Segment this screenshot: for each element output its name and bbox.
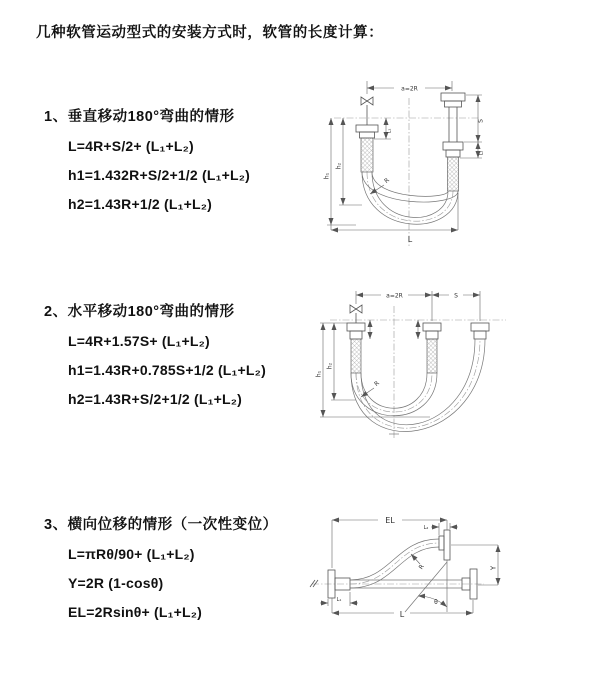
section-lateral-displacement bbox=[44, 515, 278, 622]
formula-s2-h2: h2=1.43R+S/2+1/2 (L₁+L₂) bbox=[68, 391, 243, 407]
centerline-hose-arc bbox=[367, 172, 453, 221]
valve-icon bbox=[350, 305, 362, 313]
formula-s3-y: Y=2R (1-cosθ) bbox=[68, 575, 164, 591]
dim-label-l1: L₁ bbox=[386, 128, 393, 134]
diagram-lateral-displacement bbox=[298, 508, 598, 648]
right-connector-moved bbox=[471, 323, 489, 339]
dim-label-h2: h₂ bbox=[326, 362, 334, 370]
angle-arc bbox=[418, 596, 447, 607]
formula-s1-length: L=4R+S/2+ (L₁+L₂) bbox=[68, 138, 194, 154]
dim-label-length: L bbox=[399, 610, 405, 619]
section-3-heading: 3、横向位移的情形（一次性变位） bbox=[44, 517, 278, 533]
diagram-horizontal-180-bend bbox=[310, 288, 570, 453]
dim-label-stroke: S bbox=[454, 292, 458, 300]
diagram-vertical-180-bend bbox=[312, 78, 527, 253]
valve-icon bbox=[361, 97, 373, 105]
formula-s2-h1: h1=1.43R+0.785S+1/2 (L₁+L₂) bbox=[68, 362, 266, 378]
centerline-break-mark bbox=[310, 580, 318, 587]
hose-u-curves bbox=[351, 339, 485, 432]
dim-label-h1: h₁ bbox=[323, 172, 331, 180]
dim-label-l2: L₂ bbox=[478, 150, 485, 156]
left-connector bbox=[356, 125, 378, 172]
dim-label-l1: L₁ bbox=[336, 597, 342, 603]
dim-label-radius: R bbox=[373, 379, 381, 388]
page-title: 几种软管运动型式的安装方式时，软管的长度计算： bbox=[36, 25, 384, 41]
middle-connector bbox=[423, 323, 441, 373]
dim-label-length: L bbox=[407, 235, 413, 244]
upper-flange-displaced bbox=[439, 530, 450, 560]
dim-label-a2r: a=2R bbox=[401, 85, 418, 93]
dim-label-radius: R bbox=[383, 176, 391, 185]
dim-label-h2: h₂ bbox=[335, 162, 343, 170]
braided-hose-left bbox=[361, 138, 373, 172]
section-2-heading: 2、水平移动180°弯曲的情形 bbox=[44, 304, 235, 320]
hose-displaced-position bbox=[350, 539, 439, 588]
dim-label-a2r: a=2R bbox=[386, 292, 403, 300]
formula-s2-length: L=4R+1.57S+ (L₁+L₂) bbox=[68, 333, 210, 349]
section-vertical-movement bbox=[44, 107, 250, 214]
formula-s3-el: EL=2Rsinθ+ (L₁+L₂) bbox=[68, 604, 203, 620]
dim-label-y: Y bbox=[489, 565, 498, 571]
braided-hose-right bbox=[448, 157, 459, 191]
formula-s3-length: L=πRθ/90+ (L₁+L₂) bbox=[68, 546, 195, 562]
dim-label-theta: θ bbox=[434, 599, 438, 606]
dim-label-el: EL bbox=[385, 516, 395, 525]
dim-label-l2: L₂ bbox=[423, 525, 429, 531]
braided-hose-left bbox=[351, 339, 361, 373]
section-1-heading: 1、垂直移动180°弯曲的情形 bbox=[44, 109, 235, 125]
dim-label-stroke: S bbox=[477, 119, 485, 123]
hose-u-curves bbox=[362, 172, 458, 224]
formula-s1-h2: h2=1.43R+1/2 (L₁+L₂) bbox=[68, 196, 213, 212]
dim-label-h1: h₁ bbox=[315, 370, 323, 378]
right-connector bbox=[441, 93, 465, 191]
dim-label-radius: R bbox=[417, 563, 426, 571]
braided-hose-middle bbox=[427, 339, 437, 373]
section-horizontal-movement bbox=[44, 302, 266, 409]
formula-s1-h1: h1=1.432R+S/2+1/2 (L₁+L₂) bbox=[68, 167, 250, 183]
construction-diagonal bbox=[405, 562, 447, 612]
left-connector bbox=[347, 323, 365, 373]
